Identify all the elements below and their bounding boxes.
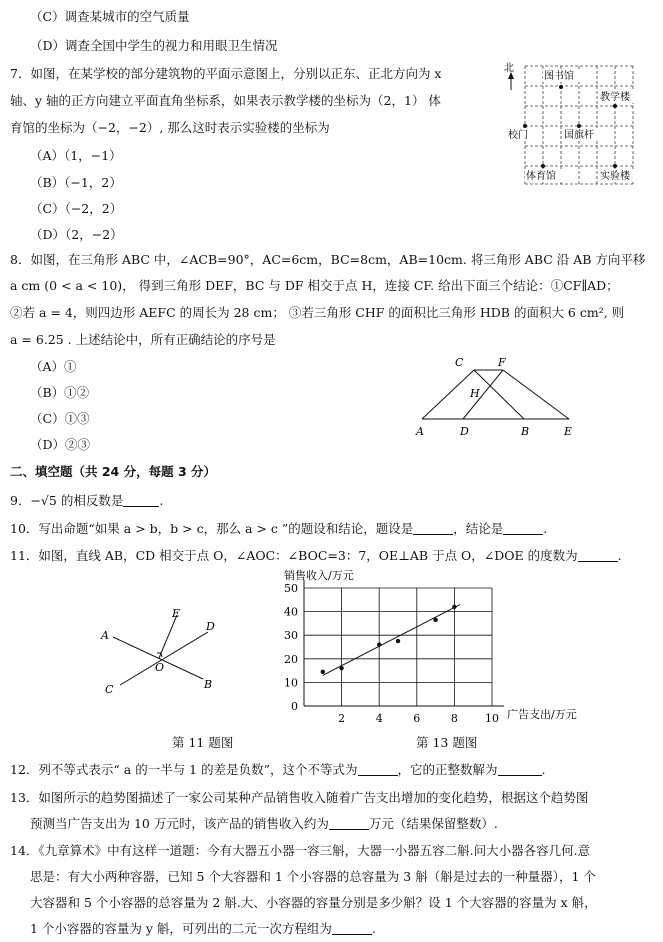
y-tick-label: 20 [284, 652, 298, 666]
q8-line-3: ②若 a = 4，则四边形 AEFC 的周长为 28 cm； ③若三角形 CHF 的面积比三角形 HDB 的面积大 6 cm², 则 [10, 305, 625, 320]
x-tick-label: 2 [338, 712, 346, 725]
teaching-building-label: 教学楼 [600, 92, 630, 103]
q14-answer-blank[interactable] [332, 920, 372, 935]
q9-suffix: . [159, 493, 164, 508]
q14-line-1: 14．《九章算术》中有这样一道题：今有大器五小器一容三斛，大器一小器五容二斛.问大小器各容几何.意 [10, 843, 591, 858]
label-e: E [564, 425, 573, 438]
x-tick-label: 8 [450, 712, 458, 725]
lab-building-label: 实验楼 [600, 171, 630, 182]
label-c: C [455, 356, 464, 369]
q14-line-4 [30, 919, 376, 939]
q9-answer-blank[interactable] [123, 492, 159, 507]
section-2-title: 二、填空题（共 24 分，每题 3 分） [10, 464, 217, 479]
data-point [339, 666, 343, 670]
q7-line-2: 轴、y 轴的正方向建立平面直角坐标系，如果表示教学楼的坐标为（2，1） 体 [10, 93, 441, 108]
q11 [10, 546, 622, 566]
q9 [10, 491, 163, 511]
label-b: B [521, 425, 530, 438]
flagpole-label: 国旗杆 [564, 130, 594, 141]
q12-text-2: ，它的正整数解为 [397, 762, 498, 777]
q13-line-2 [30, 814, 498, 834]
q13-trend-chart [262, 568, 592, 728]
north-label: 北 [504, 63, 514, 74]
q6-option-c: （C）调查某城市的空气质量 [30, 9, 190, 24]
label-c: C [105, 683, 114, 696]
y-tick-label: 30 [284, 629, 298, 643]
data-point [433, 618, 437, 622]
label-f: F [498, 356, 506, 369]
q10-hypothesis-blank[interactable] [413, 520, 453, 535]
q12 [10, 760, 546, 780]
q13-figure-caption: 第 13 题图 [416, 735, 478, 750]
label-a: A [416, 425, 424, 438]
data-point [321, 670, 325, 674]
q10-text-3: . [543, 521, 548, 536]
q8-option-d: （D）②③ [30, 437, 91, 452]
q14-suffix: . [371, 921, 376, 936]
q8-line-1: 8．如图，在三角形 ABC 中，∠ACB=90°，AC=6cm，BC=8cm，AB=10cm. 将三角形 ABC 沿 AB 方向平移 [10, 252, 646, 267]
q7-campus-map [503, 60, 653, 190]
library-label: 图书馆 [544, 71, 574, 82]
label-d: D [206, 620, 215, 633]
chart-grid [304, 580, 504, 706]
q14-line-3: 大容器和 5 个小容器的总容量为 2 斛.大、小容器的容量分别是多少斛？设 1 个大容器的容量为 x 斛， [30, 895, 597, 910]
q13-text: 预测当广告支出为 10 万元时，该产品的销售收入约为 [30, 816, 329, 831]
q7-option-d: （D）（2，−2） [30, 227, 123, 242]
x-tick-label: 6 [413, 712, 421, 725]
q10-text-2: ，结论是 [453, 521, 504, 536]
y-tick-label: 50 [284, 582, 298, 595]
q11-text: 11．如图，直线 AB，CD 相交于点 O，∠AOC：∠BOC=3：7，OE⊥AB 于点 O，∠DOE 的度数为 [10, 548, 578, 563]
q7-option-b: （B）（−1，2） [30, 175, 122, 190]
x-tick-label: 4 [375, 712, 383, 725]
chart-x-axis-label: 广告支出/万元 [507, 708, 577, 721]
chart-ticks [284, 582, 499, 725]
y-tick-label: 0 [291, 700, 298, 713]
q12-inequality-blank[interactable] [358, 761, 398, 776]
q7-option-c: （C）（−2，2） [30, 201, 123, 216]
y-tick-label: 40 [284, 605, 298, 619]
q12-text: 12．列不等式表示“ a 的一半与 1 的差是负数”，这个不等式为 [10, 762, 358, 777]
q8-option-a: （A）① [30, 359, 77, 374]
label-e: E [172, 607, 181, 620]
trend-line [323, 605, 460, 676]
q6-option-d: （D）调查全国中学生的视力和用眼卫生情况 [30, 38, 278, 53]
data-point [377, 642, 381, 646]
label-b: B [204, 678, 213, 691]
q7-option-a: （A）（1，−1） [30, 148, 122, 163]
q8-line-4: a = 6.25 . 上述结论中，所有正确结论的序号是 [10, 332, 276, 347]
q13-answer-blank[interactable] [329, 815, 369, 830]
q11-answer-blank[interactable] [578, 547, 618, 562]
q8-option-c: （C）①③ [30, 411, 90, 426]
q10-text: 10．写出命题“如果 a > b，b > c，那么 a > c ”的题设和结论，题设是 [10, 521, 414, 536]
q7-line-3: 育馆的坐标为（−2，−2）, 那么这时表示实验楼的坐标为 [10, 120, 330, 135]
q11-suffix: . [617, 548, 622, 563]
q14-text: 1 个小容器的容量为 y 斛，可列出的二元一次方程组为 [30, 921, 332, 936]
q7-line-1: 7．如图，在某学校的部分建筑物的平面示意图上，分别以正东、正北方向为 x [10, 66, 442, 81]
label-a: A [101, 629, 109, 642]
label-o: O [155, 661, 165, 674]
q10 [10, 519, 547, 539]
x-tick-label: 10 [485, 712, 499, 725]
data-point [396, 639, 400, 643]
q12-solution-blank[interactable] [498, 761, 542, 776]
data-point [452, 605, 456, 609]
q11-lines-figure [95, 605, 230, 700]
q9-text: 9．−√5 的相反数是 [10, 493, 124, 508]
q8-triangle-figure [410, 355, 585, 440]
q10-conclusion-blank[interactable] [503, 520, 543, 535]
school-gate-label: 校门 [508, 130, 528, 141]
label-h: H [470, 387, 480, 400]
q13-text-2: 万元（结果保留整数）. [368, 816, 498, 831]
gym-label: 体育馆 [526, 171, 556, 182]
q8-line-2: a cm (0 < a < 10)， 得到三角形 DEF，BC 与 DF 相交于点 H，连接 CF. 给出下面三个结论：①CF∥AD； [10, 278, 619, 293]
y-tick-label: 10 [284, 676, 298, 690]
q14-line-2: 思是：有大小两种容器，已知 5 个大容器和 1 个小容器的总容量为 3 斛（斛是过去的一种量器），1 个 [30, 869, 596, 884]
q12-text-3: . [541, 762, 546, 777]
chart-y-axis-label: 销售收入/万元 [284, 569, 354, 582]
label-d: D [460, 425, 469, 438]
q13-line-1: 13．如图所示的趋势图描述了一家公司某种产品销售收入随着广告支出增加的变化趋势，根据这个趋势图 [10, 790, 589, 805]
q11-figure-caption: 第 11 题图 [172, 735, 234, 750]
q8-option-b: （B）①② [30, 385, 90, 400]
